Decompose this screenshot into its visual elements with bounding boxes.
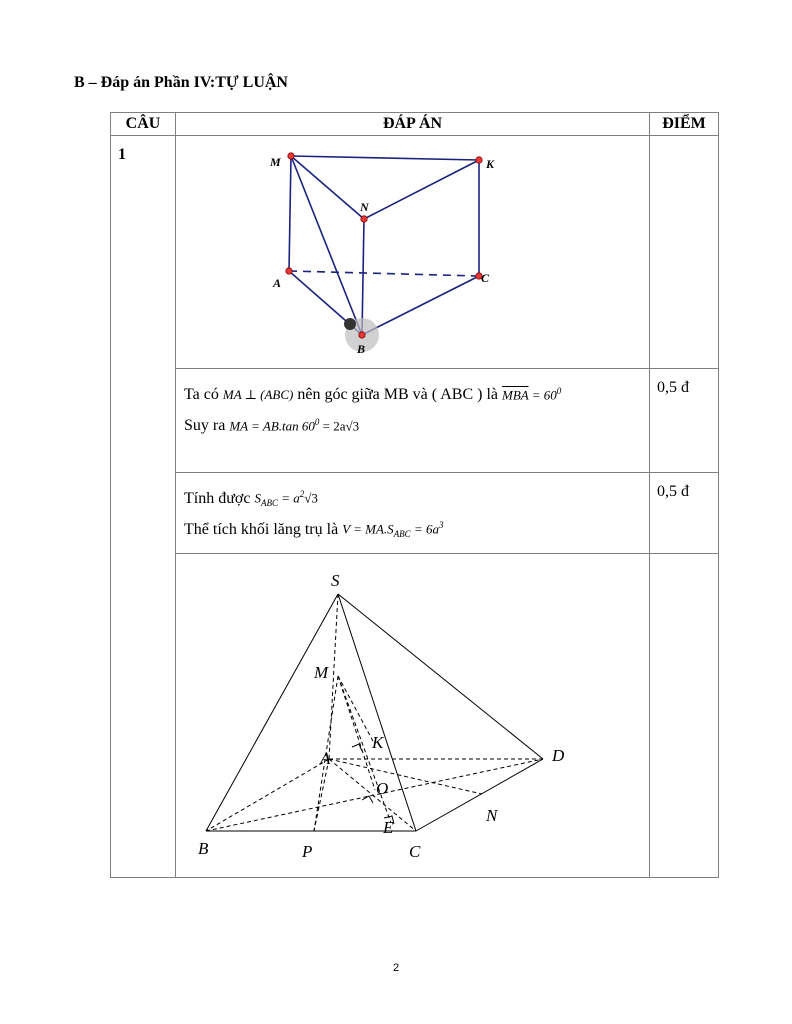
formula-ma-rest: = 2a√3 [322, 418, 360, 434]
formula-angle-sup: 0 [556, 385, 562, 396]
formula-volume-main: V = MA.S [342, 521, 394, 537]
formula-area-tail: √3 [304, 490, 318, 506]
step1-score: 0,5 đ [650, 369, 719, 473]
table-header-row [111, 113, 719, 136]
empty-score-cell [650, 554, 719, 878]
answer-table [110, 112, 719, 878]
label-K: K [486, 157, 495, 171]
formula-angle-name: $\overline{MBA}$ [501, 387, 529, 403]
label-M2: M [314, 663, 329, 682]
label-D: D [552, 746, 565, 765]
formula-volume-rest: = 6a [413, 521, 439, 537]
table-row [111, 369, 719, 473]
label-A: A [273, 276, 282, 290]
label-M: M [270, 155, 281, 169]
header-cau: CÂU [111, 113, 176, 136]
pyramid-figure [176, 554, 650, 872]
table-row [111, 136, 719, 369]
text-suy-ra: Suy ra [184, 416, 226, 434]
step1-line2 [184, 410, 649, 441]
label-N2: N [486, 806, 498, 825]
table-row [111, 473, 719, 554]
formula-ma-sup: 0 [314, 416, 320, 427]
formula-perp: MA ⊥ (ABC) [222, 386, 294, 402]
formula-angle [502, 386, 561, 403]
step1-cell [176, 369, 650, 473]
step1-line1 [184, 379, 649, 410]
label-P: P [302, 842, 313, 861]
label-B: B [357, 342, 366, 356]
label-N: N [360, 200, 369, 214]
formula-area-sup: 2 [299, 489, 305, 500]
text-the-tich: Thể tích khối lăng trụ là [184, 520, 339, 538]
formula-ma [229, 417, 359, 434]
section-heading: B – Đáp án Phần IV:TỰ LUẬN [74, 74, 288, 91]
table-row [111, 554, 719, 878]
step2-cell [176, 473, 650, 554]
formula-area-sub: ABC [260, 497, 278, 508]
step2-line1 [184, 483, 649, 514]
formula-angle-value: = 60 [531, 387, 557, 403]
text-ta-co: Ta có [184, 385, 219, 403]
label-C: C [481, 271, 490, 285]
header-dap-an: ĐÁP ÁN [176, 113, 650, 136]
label-S: S [331, 571, 340, 590]
label-C2: C [409, 842, 421, 861]
pyramid-figure-cell [176, 554, 650, 878]
prism-figure-cell [176, 136, 650, 369]
label-K2: K [372, 733, 384, 752]
formula-ma-main: MA = AB.tan 60 [229, 418, 315, 434]
formula-area-s: S [254, 490, 261, 506]
page-number: 2 [392, 962, 400, 974]
label-B2: B [198, 839, 209, 858]
step2-line2 [184, 514, 649, 545]
label-A2: A [320, 749, 331, 768]
text-angle: nên góc giữa MB và ( ABC ) là [297, 385, 498, 403]
formula-volume-sup: 3 [438, 520, 444, 531]
formula-area [254, 489, 317, 508]
text-tinh-duoc: Tính được [184, 489, 251, 507]
formula-volume-sub: ABC [393, 528, 411, 539]
prism-figure [176, 136, 650, 363]
formula-area-rest: = a [281, 490, 300, 506]
label-O: O [376, 779, 389, 798]
label-E: E [383, 818, 394, 837]
question-number: 1 [111, 136, 176, 878]
step2-score: 0,5 đ [650, 473, 719, 554]
header-diem: ĐIỂM [650, 113, 719, 136]
formula-volume [342, 520, 443, 539]
empty-score-cell [650, 136, 719, 369]
